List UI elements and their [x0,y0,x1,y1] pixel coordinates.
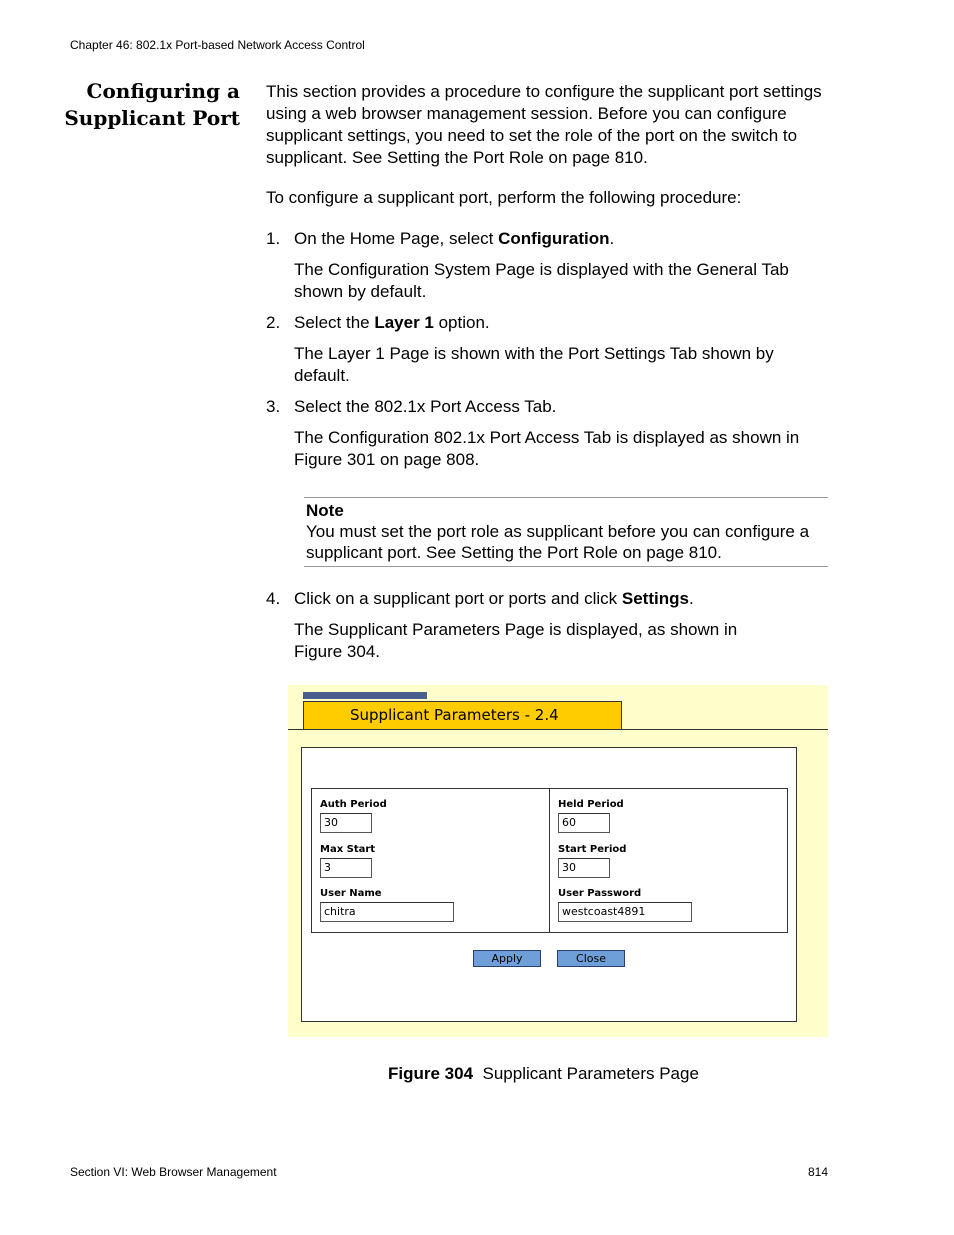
step-instruction: Select the Layer 1 option. [294,313,490,332]
figure-caption [388,1063,699,1085]
caption-number: Figure 304 [388,1064,474,1083]
step-number: 4. [266,589,281,608]
auth-period-input[interactable]: 30 [320,813,372,833]
held-period-label: Held Period [558,799,624,810]
tab-baseline [288,729,828,730]
footer-section: Section VI: Web Browser Management [70,1165,277,1179]
step-result: The Configuration 802.1x Port Access Tab is displayed as shown in Figure 301 on page 808. [294,428,800,469]
step-result: The Supplicant Parameters Page is displayed, as shown in [294,620,738,639]
max-start-label: Max Start [320,844,376,855]
figure-screenshot [288,685,828,1037]
step-number: 2. [266,313,281,332]
held-period-input[interactable]: 60 [558,813,610,833]
step-result: The Layer 1 Page is shown with the Port Settings Tab shown by default. [294,344,774,385]
section-title-line1: Configuring a [86,79,240,103]
auth-period-label: Auth Period [320,799,387,810]
step-instruction: Click on a supplicant port or ports and click Settings. [294,589,694,608]
parameters-form [311,788,788,933]
close-button[interactable]: Close [557,950,625,967]
running-header: Chapter 46: 802.1x Port-based Network Access Control [70,38,365,52]
window-title-tab[interactable]: Supplicant Parameters - 2.4 [303,701,622,729]
section-title [60,78,240,132]
page-number: 814 [808,1165,829,1179]
note-box [304,497,828,567]
max-start-input[interactable]: 3 [320,858,372,878]
intro-paragraph: This section provides a procedure to configure the supplicant port settings using a web browser management session. Before you can configure supplicant settings, you need to set the role of the port on the switch to supplicant. See Setting the Port Role on page 810. [266,82,822,167]
note-text: You must set the port role as supplicant before you can configure a supplicant port. See Setting the Port Role on page 810. [306,522,810,562]
tab-accent-bar [303,692,427,699]
step-number: 1. [266,229,281,248]
column-divider [549,789,550,932]
caption-text: Supplicant Parameters Page [482,1064,699,1083]
user-password-input[interactable]: westcoast4891 [558,902,692,922]
user-password-label: User Password [558,888,642,899]
parameters-panel [301,747,797,1022]
apply-button[interactable]: Apply [473,950,541,967]
user-name-input[interactable]: chitra [320,902,454,922]
step-result: The Configuration System Page is displayed with the General Tab shown by default. [294,260,789,301]
start-period-input[interactable]: 30 [558,858,610,878]
step-result-continued: Figure 304. [294,642,380,661]
step-instruction: On the Home Page, select Configuration. [294,229,615,248]
user-name-label: User Name [320,888,382,899]
section-title-line2: Supplicant Port [64,106,240,130]
step-instruction: Select the 802.1x Port Access Tab. [294,397,557,416]
note-title: Note [306,501,344,520]
step-number: 3. [266,397,281,416]
lead-paragraph: To configure a supplicant port, perform the following procedure: [266,188,742,207]
start-period-label: Start Period [558,844,627,855]
